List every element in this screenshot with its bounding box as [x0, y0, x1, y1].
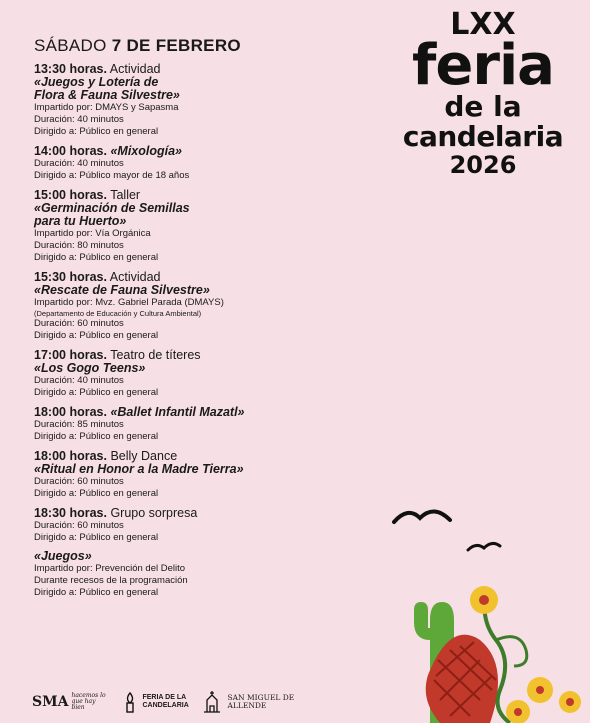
logo-year: 2026 [449, 151, 517, 179]
event-header [34, 270, 364, 284]
logo-edition: LXX [450, 7, 516, 42]
event-time: 14:00 horas. [34, 144, 107, 158]
event-header [34, 188, 364, 202]
event-detail: Dirigido a: Público en general [34, 252, 159, 263]
event-header [34, 405, 364, 419]
event-item [34, 144, 364, 182]
event-header [34, 506, 364, 520]
feria-small-text: FERIA DE LA CANDELARIA [142, 694, 189, 709]
event-time: 18:30 horas. [34, 506, 107, 520]
event-item [34, 550, 364, 599]
sma-logo [32, 693, 109, 711]
schedule [34, 36, 364, 605]
day-heading [34, 36, 364, 56]
event-header [34, 348, 364, 362]
event-detail: Dirigido a: Público en general [34, 126, 159, 137]
event-detail: Impartido por: Prevención del Delito [34, 563, 186, 574]
event-detail: Duración: 40 minutos [34, 114, 124, 125]
event-time: 18:00 horas. [34, 449, 107, 463]
event-title-line: Flora & Fauna Silvestre» [34, 88, 180, 102]
event-item [34, 62, 364, 138]
event-title-line: «Rescate de Fauna Silvestre» [34, 283, 210, 297]
candle-icon [121, 691, 139, 713]
event-title-line: «Los Gogo Teens» [34, 361, 146, 375]
event-detail: Duración: 40 minutos [34, 158, 124, 169]
event-time: 15:00 horas. [34, 188, 107, 202]
event-detail: Dirigido a: Público en general [34, 532, 159, 543]
bird-small [468, 543, 500, 550]
event-title-line: «Juegos y Lotería de [34, 75, 159, 89]
event-detail: Impartido por: DMAYS y Sapasma [34, 102, 179, 113]
event-note: (Departamento de Educación y Cultura Ambiental) [34, 309, 202, 318]
bird-large [394, 511, 450, 522]
day-name: SÁBADO [34, 36, 107, 55]
day-date: 7 DE FEBRERO [111, 36, 241, 55]
event-detail: Impartido por: Vía Orgánica [34, 228, 151, 239]
event-type: Actividad [109, 270, 161, 284]
event-detail: Duración: 85 minutos [34, 419, 124, 430]
event-title: «Ballet Infantil Mazatl» [110, 405, 245, 419]
san-miguel-text: SAN MIGUEL DE ALLENDE [227, 693, 295, 710]
event-detail: Durante recesos de la programación [34, 575, 188, 586]
event-type: Grupo sorpresa [110, 506, 198, 520]
event-detail: Dirigido a: Público en general [34, 431, 159, 442]
event-item [34, 449, 364, 500]
event-type: Teatro de títeres [110, 348, 201, 362]
feria-logo [393, 7, 573, 180]
event-time: 18:00 horas. [34, 405, 107, 419]
footer-logos [32, 684, 362, 720]
event-detail: Duración: 80 minutos [34, 240, 124, 251]
event-header [34, 144, 364, 158]
flower-top [470, 586, 498, 614]
church-icon [200, 690, 224, 714]
event-title-line: para tu Huerto» [34, 214, 127, 228]
flower-bottom [506, 700, 530, 723]
event-time: 17:00 horas. [34, 348, 107, 362]
event-title-line: «Germinación de Semillas [34, 201, 190, 215]
plant-illustration [400, 580, 590, 723]
event-item [34, 506, 364, 544]
event-time: 15:30 horas. [34, 270, 107, 284]
event-type: Belly Dance [110, 449, 178, 463]
event-detail: Duración: 40 minutos [34, 375, 124, 386]
event-item [34, 405, 364, 443]
logo-feria: feria [412, 33, 554, 98]
cactus-arm [414, 602, 430, 640]
event-header [34, 449, 364, 463]
event-list [34, 62, 364, 599]
sma-wordmark: SMA [32, 694, 69, 710]
logo-de-la: de la [444, 90, 522, 123]
event-detail: Dirigido a: Público en general [34, 387, 159, 398]
event-time: 13:30 horas. [34, 62, 107, 76]
event-type: Taller [110, 188, 141, 202]
event-detail: Dirigido a: Público en general [34, 488, 159, 499]
flower-right [527, 677, 553, 703]
logo-candelaria: candelaria [402, 120, 564, 153]
event-detail: Dirigido a: Público en general [34, 330, 159, 341]
feria-small-logo [121, 691, 188, 713]
event-type: Actividad [109, 62, 161, 76]
event-detail: Impartido por: Mvz. Gabriel Parada (DMAYS) [34, 297, 224, 308]
event-title: «Mixología» [110, 144, 182, 158]
event-detail: Duración: 60 minutos [34, 318, 124, 329]
event-item [34, 188, 364, 264]
sma-tagline: hacemos lo que hay bien [71, 692, 106, 711]
event-title-line: «Juegos» [34, 549, 92, 563]
event-title-line: «Ritual en Honor a la Madre Tierra» [34, 462, 244, 476]
event-detail: Dirigido a: Público mayor de 18 años [34, 170, 190, 181]
event-item [34, 348, 364, 399]
event-item [34, 270, 364, 342]
flower-right-2 [559, 691, 581, 713]
birds-illustration [390, 498, 520, 568]
event-detail: Duración: 60 minutos [34, 476, 124, 487]
san-miguel-logo [200, 690, 323, 714]
event-header [34, 62, 364, 76]
event-detail: Dirigido a: Público en general [34, 587, 159, 598]
event-detail: Duración: 60 minutos [34, 520, 124, 531]
